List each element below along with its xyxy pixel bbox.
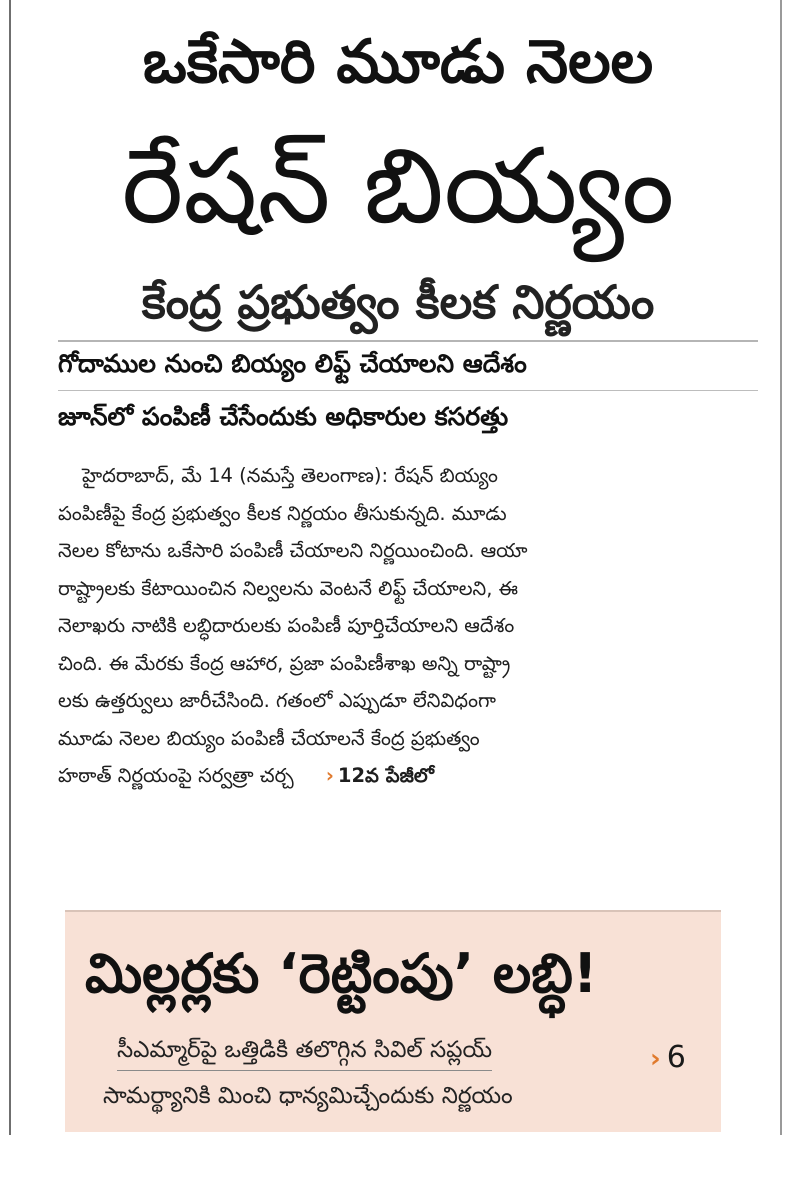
body-line: రాష్ట్రాలకు కేటాయించిన నిల్వలను వెంటనే లిఫ్ట్ చేయాలని, ఈ xyxy=(58,576,518,600)
headline-line-1: ఒకేసారి మూడు నెలల xyxy=(142,27,654,97)
column-rule-left xyxy=(9,0,11,1135)
chevron-right-icon: › xyxy=(325,764,334,787)
subheadline-main: కేంద్ర ప్రభుత్వం కీలక నిర్ణయం xyxy=(141,275,655,329)
continued-on-page-link[interactable] xyxy=(326,764,434,787)
subheadline-secondary: గోదాముల నుంచి బియ్యం లిఫ్ట్ చేయాలని ఆదేశం xyxy=(58,349,527,378)
related-story-title: మిల్లర్లకు ‘రెట్టింపు’ లబ్ధి! xyxy=(85,942,598,1005)
related-story-subline-2: సామర్థ్యానికి మించి ధాన్యమిచ్చేందుకు నిర్ణయం xyxy=(103,1083,513,1109)
continued-on-page-label: 12వ పేజీలో xyxy=(337,764,434,787)
body-line: పంపిణీపై కేంద్ర ప్రభుత్వం కీలక నిర్ణయం తీసుకున్నది. మూడు xyxy=(58,501,507,525)
article-body xyxy=(28,457,768,795)
body-line: హైదరాబాద్, మే 14 (నమస్తే తెలంగాణ): రేషన్ బియ్యం xyxy=(82,464,498,487)
subheadline-tertiary: జూన్‌లో పంపిణీ చేసేందుకు అధికారుల కసరత్తు xyxy=(58,402,509,431)
body-line: నెలల కోటాను ఒకేసారి పంపిణీ చేయాలని నిర్ణయించింది. ఆయా xyxy=(58,539,528,562)
body-line: చింది. ఈ మేరకు కేంద్ర ఆహార, ప్రజా పంపిణీశాఖ అన్ని రాష్ట్రా xyxy=(58,651,511,675)
body-line-last xyxy=(58,757,758,795)
related-story-page-ref[interactable] xyxy=(650,1038,686,1079)
body-last-text: హఠాత్ నిర్ణయంపై సర్వత్రా చర్చ xyxy=(58,764,294,787)
column-rule-right xyxy=(780,0,782,1135)
body-line: నెలాఖరు నాటికి లబ్ధిదారులకు పంపిణీ పూర్తిచేయాలని ఆదేశం xyxy=(58,614,515,637)
body-line: లకు ఉత్తర్వులు జారీచేసింది. గతంలో ఎప్పుడూ లేనివిధంగా xyxy=(58,689,496,712)
related-story-box xyxy=(65,910,721,1132)
headline-line-2: రేషన్ బియ్యం xyxy=(121,125,675,247)
chevron-right-icon: › xyxy=(650,1044,661,1074)
related-story-page-number: 6 xyxy=(666,1040,686,1075)
body-line: మూడు నెలల బియ్యం పంపిణీ చేయాలనే కేంద్ర ప్రభుత్వం xyxy=(58,726,480,750)
related-story-subline-1: సీఎమ్మార్‌పై ఒత్తిడికి తలొగ్గిన సివిల్ సప్లయ్ xyxy=(117,1030,492,1071)
news-article xyxy=(28,20,768,795)
